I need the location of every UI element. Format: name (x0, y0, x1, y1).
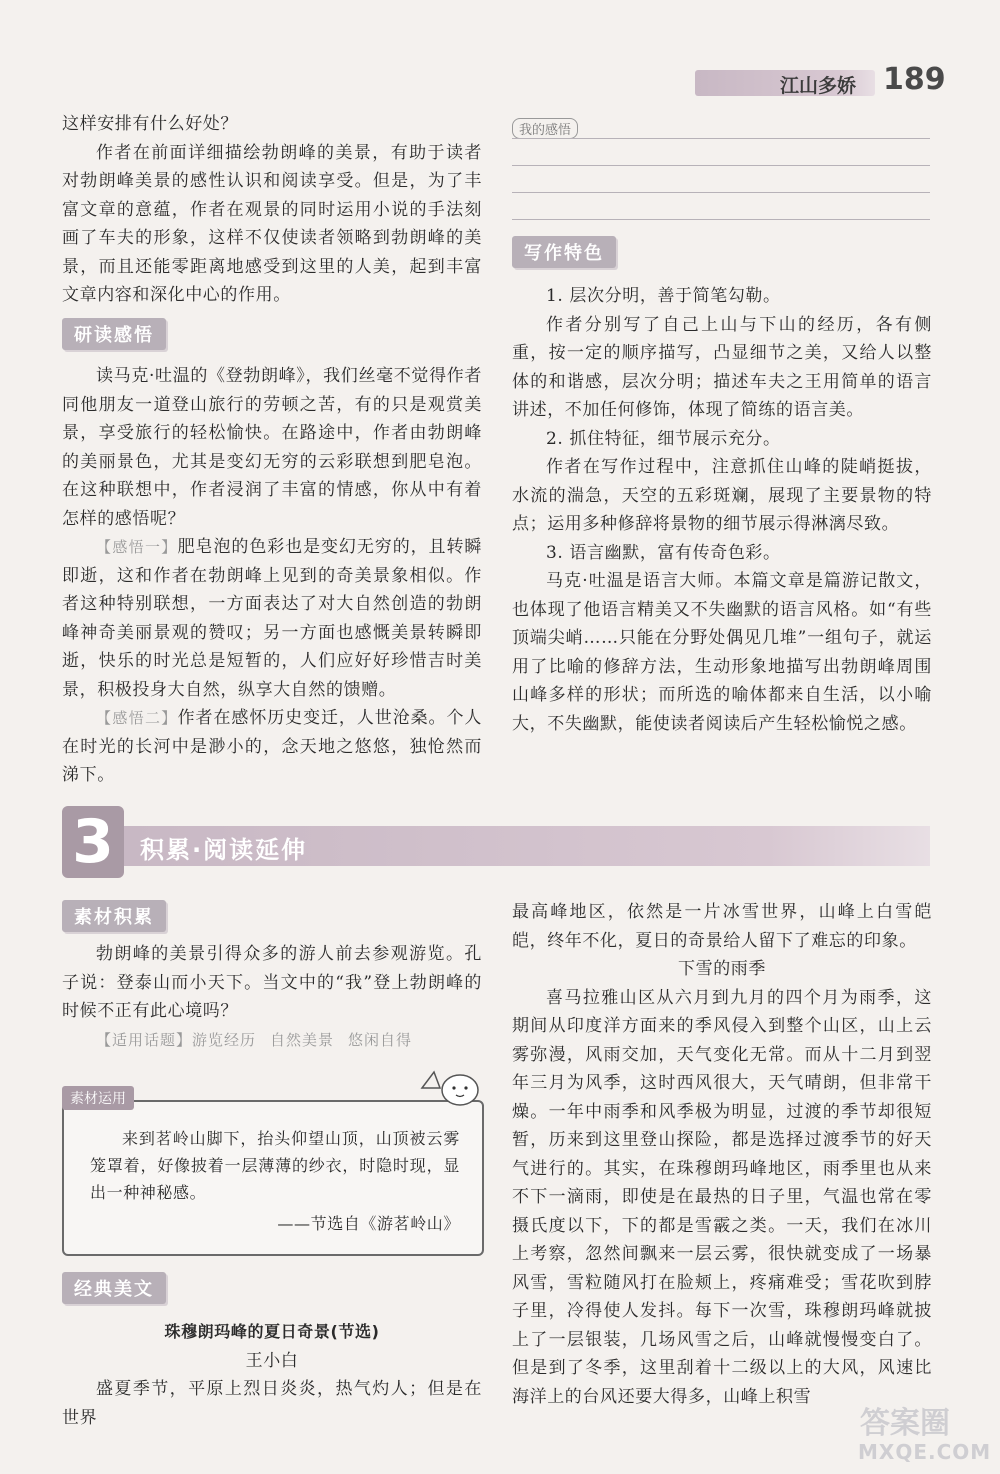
insight-two-tag: 【感悟二】 (96, 709, 178, 727)
page-number: 189 (883, 62, 946, 97)
left-column-body (62, 362, 482, 790)
answer-paragraph: 作者在前面详细描绘勃朗峰的美景，有助于读者对勃朗峰美景的感性认识和阅读享受。但是，为了丰富文章的意蕴，作者在观景的同时运用小说的手法刻画了车夫的形象，这样不仅使读者领略到勃朗峰的美景，而且还能零距离地感受到这里的人美，起到丰富文章内容和深化中心的作用。 (62, 142, 482, 305)
material-block (62, 940, 482, 1054)
point-three-text: 马克·吐温是语言大师。本篇文章是篇游记散文，也体现了他语言精美又不失幽默的语言风格。如“有些顶端尖峭……只能在分野处偶见几堆”一组句子，就运用了比喻的修辞方法，生动形象地描写出勃朗峰周围山峰多样的形状；而所选的喻体都来自生活，以小喻大，不失幽默，能使读者阅读后产生轻松愉悦之感。 (512, 571, 932, 734)
section-title-writing (512, 236, 616, 268)
note-line-2 (512, 165, 930, 166)
article-author: 王小白 (245, 1350, 299, 1371)
note-line-3 (512, 192, 930, 193)
box-text: 来到茗岭山脚下，抬头仰望山顶，山顶被云雾笼罩着，好像披着一层薄薄的纱衣，时隐时现，显出一种神秘感。 (90, 1129, 460, 1202)
continuation-line: 这样安排有什么好处？ (62, 114, 238, 134)
topic-line (62, 1026, 482, 1055)
point-three-title: 3. 语言幽默，富有传奇色彩。 (546, 542, 781, 563)
point-two-text: 作者在写作过程中，注意抓住山峰的陡峭挺拔，水流的湍急，天空的五彩斑斓，展现了主要景物的特点；运用多种修辞将景物的细节展示得淋漓尽致。 (512, 457, 932, 534)
insight-two-text: 作者在感怀历史变迁，人世沧桑。个人在时光的长河中是渺小的，念天地之悠悠，独怆然而涕下。 (62, 708, 482, 785)
question-paragraph: 读马克·吐温的《登勃朗峰》，我们丝毫不觉得作者同他朋友一道登山旅行的劳顿之苦，有的只是观赏美景，享受旅行的轻松愉快。在路途中，作者由勃朗峰的美丽景色，尤其是变幻无穷的云彩联想到肥皂泡。在这种联想中，作者浸润了丰富的情感，你从中有着怎样的感悟呢？ (62, 366, 482, 529)
topic-item: 自然美景 (270, 1030, 335, 1049)
section-title-classic (62, 1272, 166, 1304)
section-label: 素材积累 (62, 900, 166, 932)
insight-one (62, 533, 482, 704)
section-label: 写作特色 (512, 236, 616, 268)
topic-tag: 【适用话题】 (96, 1030, 193, 1049)
article-para-2: 喜马拉雅山区从六月到九月的四个月为雨季，这期间从印度洋方面来的季风侵入到整个山区，山上云雾弥漫，风雨交加，天气变化无常。而从十二月到翌年三月为风季，这时西风很大，天气晴朗，但非常干燥。一年中雨季和风季极为明显，过渡的季节却很短暂，历来到这里登山探险，都是选择过渡季节的好天气进行的。其实，在珠穆朗玛峰地区，雨季里也从来不下一滴雨，即使是在最热的日子里，气温也常在零摄氏度以下，下的都是雪霰之类。一天，我们在冰川上考察，忽然间飘来一层云雾，很快就变成了一场暴风雪，雪粒随风打在脸颊上，疼痛难受；雪花吹到脖子里，冷得使人发抖。每下一次雪，珠穆朗玛峰就披上了一层银装，几场风雪之后，山峰就慢慢变白了。但是到了冬季，这里刮着十二级以上的大风，风速比海洋上的台风还要大得多，山峰上积雪 (512, 987, 932, 1407)
point-one-text: 作者分别写了自己上山与下山的经历，各有侧重，按一定的顺序描写，凸显细节之美，又给人以整体的和谐感，层次分明；描述车夫之王用简单的语言讲述，不加任何修饰，体现了简练的语言美。 (512, 314, 932, 420)
note-label: 我的感悟 (512, 118, 578, 139)
insight-one-text: 肥皂泡的色彩也是变幻无穷的，且转瞬即逝，这和作者在勃朗峰上见到的奇美景象相似。作者这种特别联想，一方面表达了对大自然创造的勃朗峰神奇美丽景观的赞叹；另一方面也感慨美景转瞬即逝，快乐的时光总是短暂的，人们应好好珍惜吉时美景，积极投身大自然，纵享大自然的馈赠。 (62, 537, 482, 700)
insight-one-tag: 【感悟一】 (96, 538, 178, 556)
topic-item: 悠闲自得 (348, 1030, 413, 1049)
article-start: 盛夏季节，平原上烈日炎炎，热气灼人；但是在世界 (62, 1379, 482, 1428)
right-column-body (512, 282, 932, 738)
section-title-material (62, 900, 166, 932)
section-label: 研读感悟 (62, 318, 166, 350)
left-column-top (62, 110, 482, 310)
note-line-4 (512, 219, 930, 220)
box-content (90, 1125, 460, 1239)
box-source: ——节选自《游茗岭山》 (277, 1214, 460, 1233)
watermark-url: MXQE.COM (858, 1440, 992, 1464)
insight-two (62, 704, 482, 790)
box-label: 素材运用 (62, 1086, 134, 1110)
section-label: 经典美文 (62, 1272, 166, 1304)
article-para-1: 最高峰地区，依然是一片冰雪世界，山峰上白雪皑皑，终年不化，夏日的奇景给人留下了难忘的印象。 (512, 902, 932, 951)
article-title: 珠穆朗玛峰的夏日奇景(节选) (164, 1322, 380, 1341)
watermark-logo: 答案圈 (860, 1406, 950, 1441)
header-title: 江山多娇 (780, 75, 857, 97)
section-title-research (62, 318, 166, 350)
lower-right-column (512, 898, 932, 1411)
article-subheading: 下雪的雨季 (678, 959, 766, 979)
point-one-title: 1. 层次分明，善于简笔勾勒。 (546, 286, 781, 306)
article-header (62, 1318, 482, 1432)
point-two-title: 2. 抓住特征，细节展示充分。 (546, 428, 781, 449)
banner-number: 3 (62, 806, 124, 878)
mascot-icon (420, 1066, 480, 1110)
material-text: 勃朗峰的美景引得众多的游人前去参观游览。孔子说：登泰山而小天下。当文中的“我”登上勃朗峰的时候不正有此心境吗？ (62, 944, 482, 1021)
note-line-1 (512, 138, 930, 139)
banner-title: 积累·阅读延伸 (140, 836, 308, 864)
topic-item: 游览经历 (192, 1030, 257, 1049)
